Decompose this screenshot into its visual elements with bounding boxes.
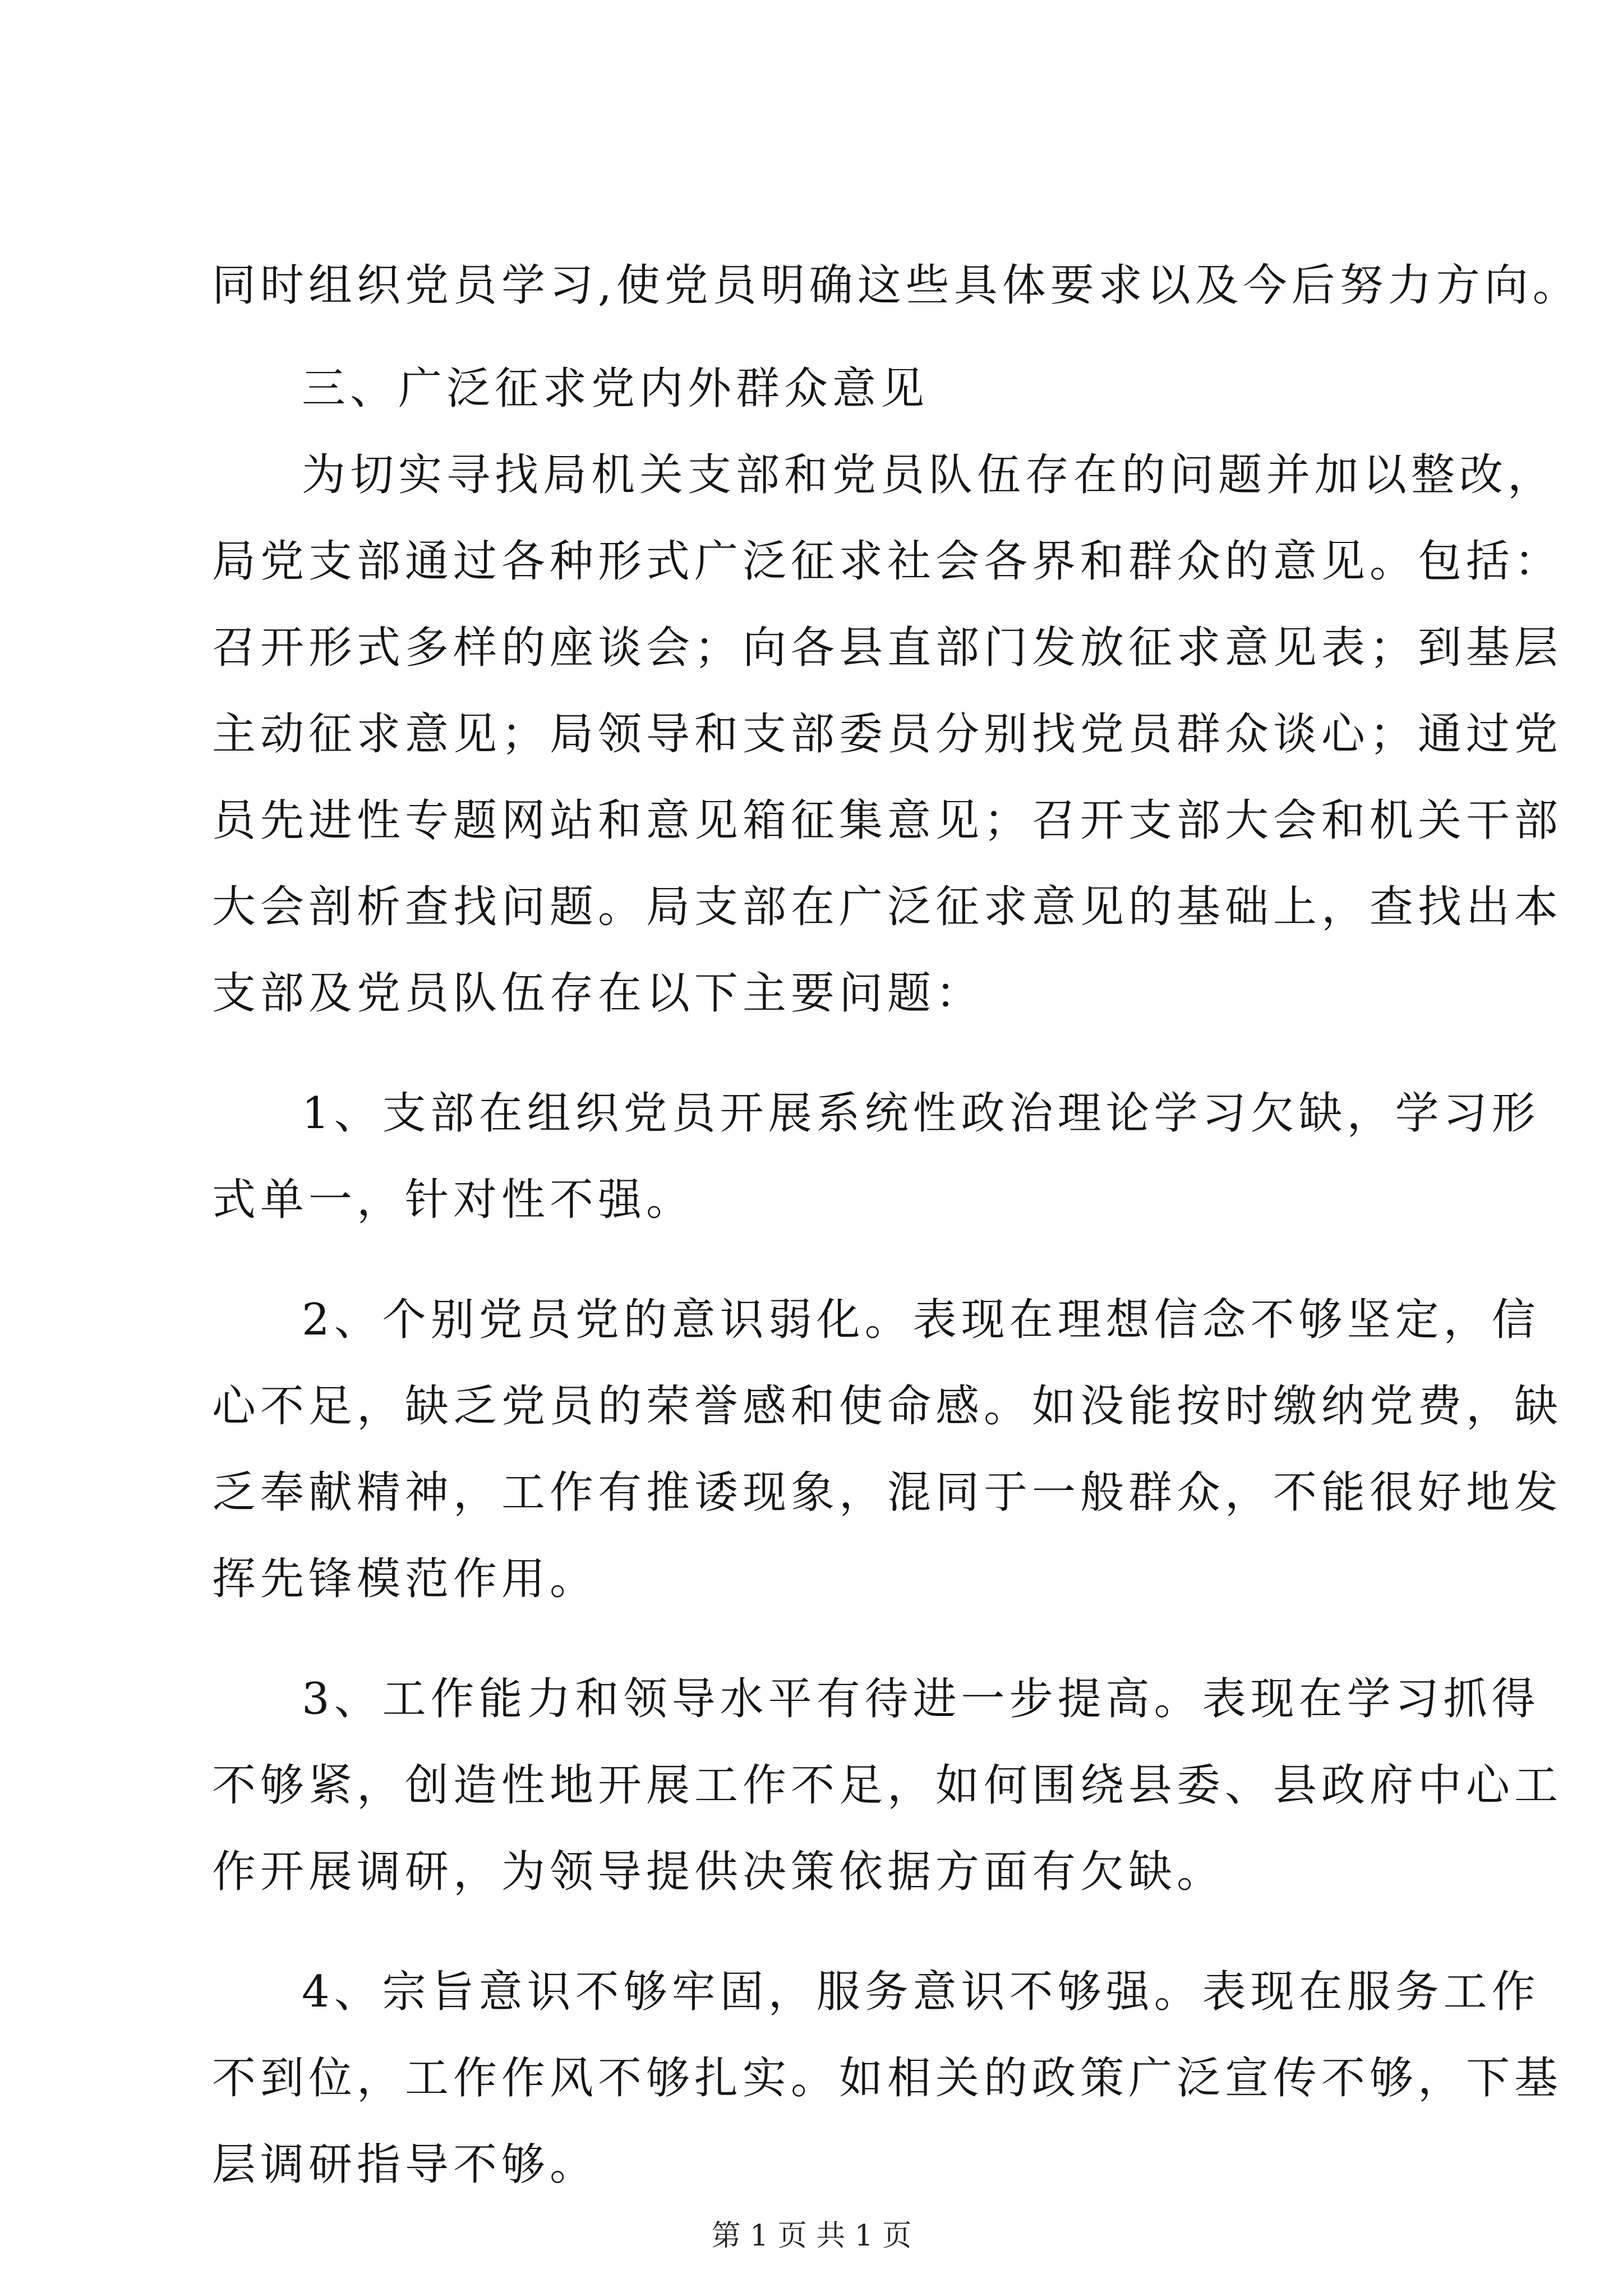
text-line: 为切实寻找局机关支部和党员队伍存在的问题并加以整改， bbox=[302, 450, 1556, 500]
list-item: 4、宗旨意识不够牢固，服务意识不够强。表现在服务工作 bbox=[302, 1967, 1540, 2017]
text-line: 支部及党员队伍存在以下主要问题： bbox=[212, 968, 984, 1019]
text-line: 乏奉献精神，工作有推诿现象，混同于一般群众，不能很好地发 bbox=[212, 1467, 1563, 1518]
text-line: 员先进性专题网站和意见箱征集意见；召开支部大会和机关干部 bbox=[212, 795, 1563, 846]
text-line: 召开形式多样的座谈会；向各县直部门发放征求意见表；到基层 bbox=[212, 623, 1563, 673]
text-line: 作开展调研，为领导提供决策依据方面有欠缺。 bbox=[212, 1847, 1225, 1897]
list-item: 1、支部在组织党员开展系统性政治理论学习欠缺，学习形 bbox=[302, 1088, 1540, 1139]
text-line: 心不足，缺乏党员的荣誉感和使命感。如没能按时缴纳党费，缺 bbox=[212, 1381, 1563, 1432]
text-line: 局党支部通过各种形式广泛征求社会各界和群众的意见。包括： bbox=[212, 536, 1563, 587]
text-line: 同时组织党员学习,使党员明确这些具体要求以及今后努力方向。 bbox=[212, 260, 1581, 311]
section-heading: 三、广泛征求党内外群众意见 bbox=[302, 364, 929, 414]
text-line: 式单一，针对性不强。 bbox=[212, 1175, 695, 1225]
text-line: 大会剖析查找问题。局支部在广泛征求意见的基础上，查找出本 bbox=[212, 882, 1563, 932]
page-footer: 第 1 页 共 1 页 bbox=[711, 2219, 912, 2253]
text-line: 不够紧，创造性地开展工作不足，如何围绕县委、县政府中心工 bbox=[212, 1760, 1563, 1811]
list-item: 3、工作能力和领导水平有待进一步提高。表现在学习抓得 bbox=[302, 1674, 1540, 1724]
text-line: 层调研指导不够。 bbox=[212, 2139, 598, 2190]
text-line: 挥先锋模范作用。 bbox=[212, 1554, 598, 1604]
text-line: 主动征求意见；局领导和支部委员分别找党员群众谈心；通过党 bbox=[212, 709, 1563, 760]
text-line: 不到位，工作作风不够扎实。如相关的政策广泛宣传不够，下基 bbox=[212, 2053, 1563, 2104]
list-item: 2、个别党员党的意识弱化。表现在理想信念不够坚定，信 bbox=[302, 1295, 1540, 1345]
